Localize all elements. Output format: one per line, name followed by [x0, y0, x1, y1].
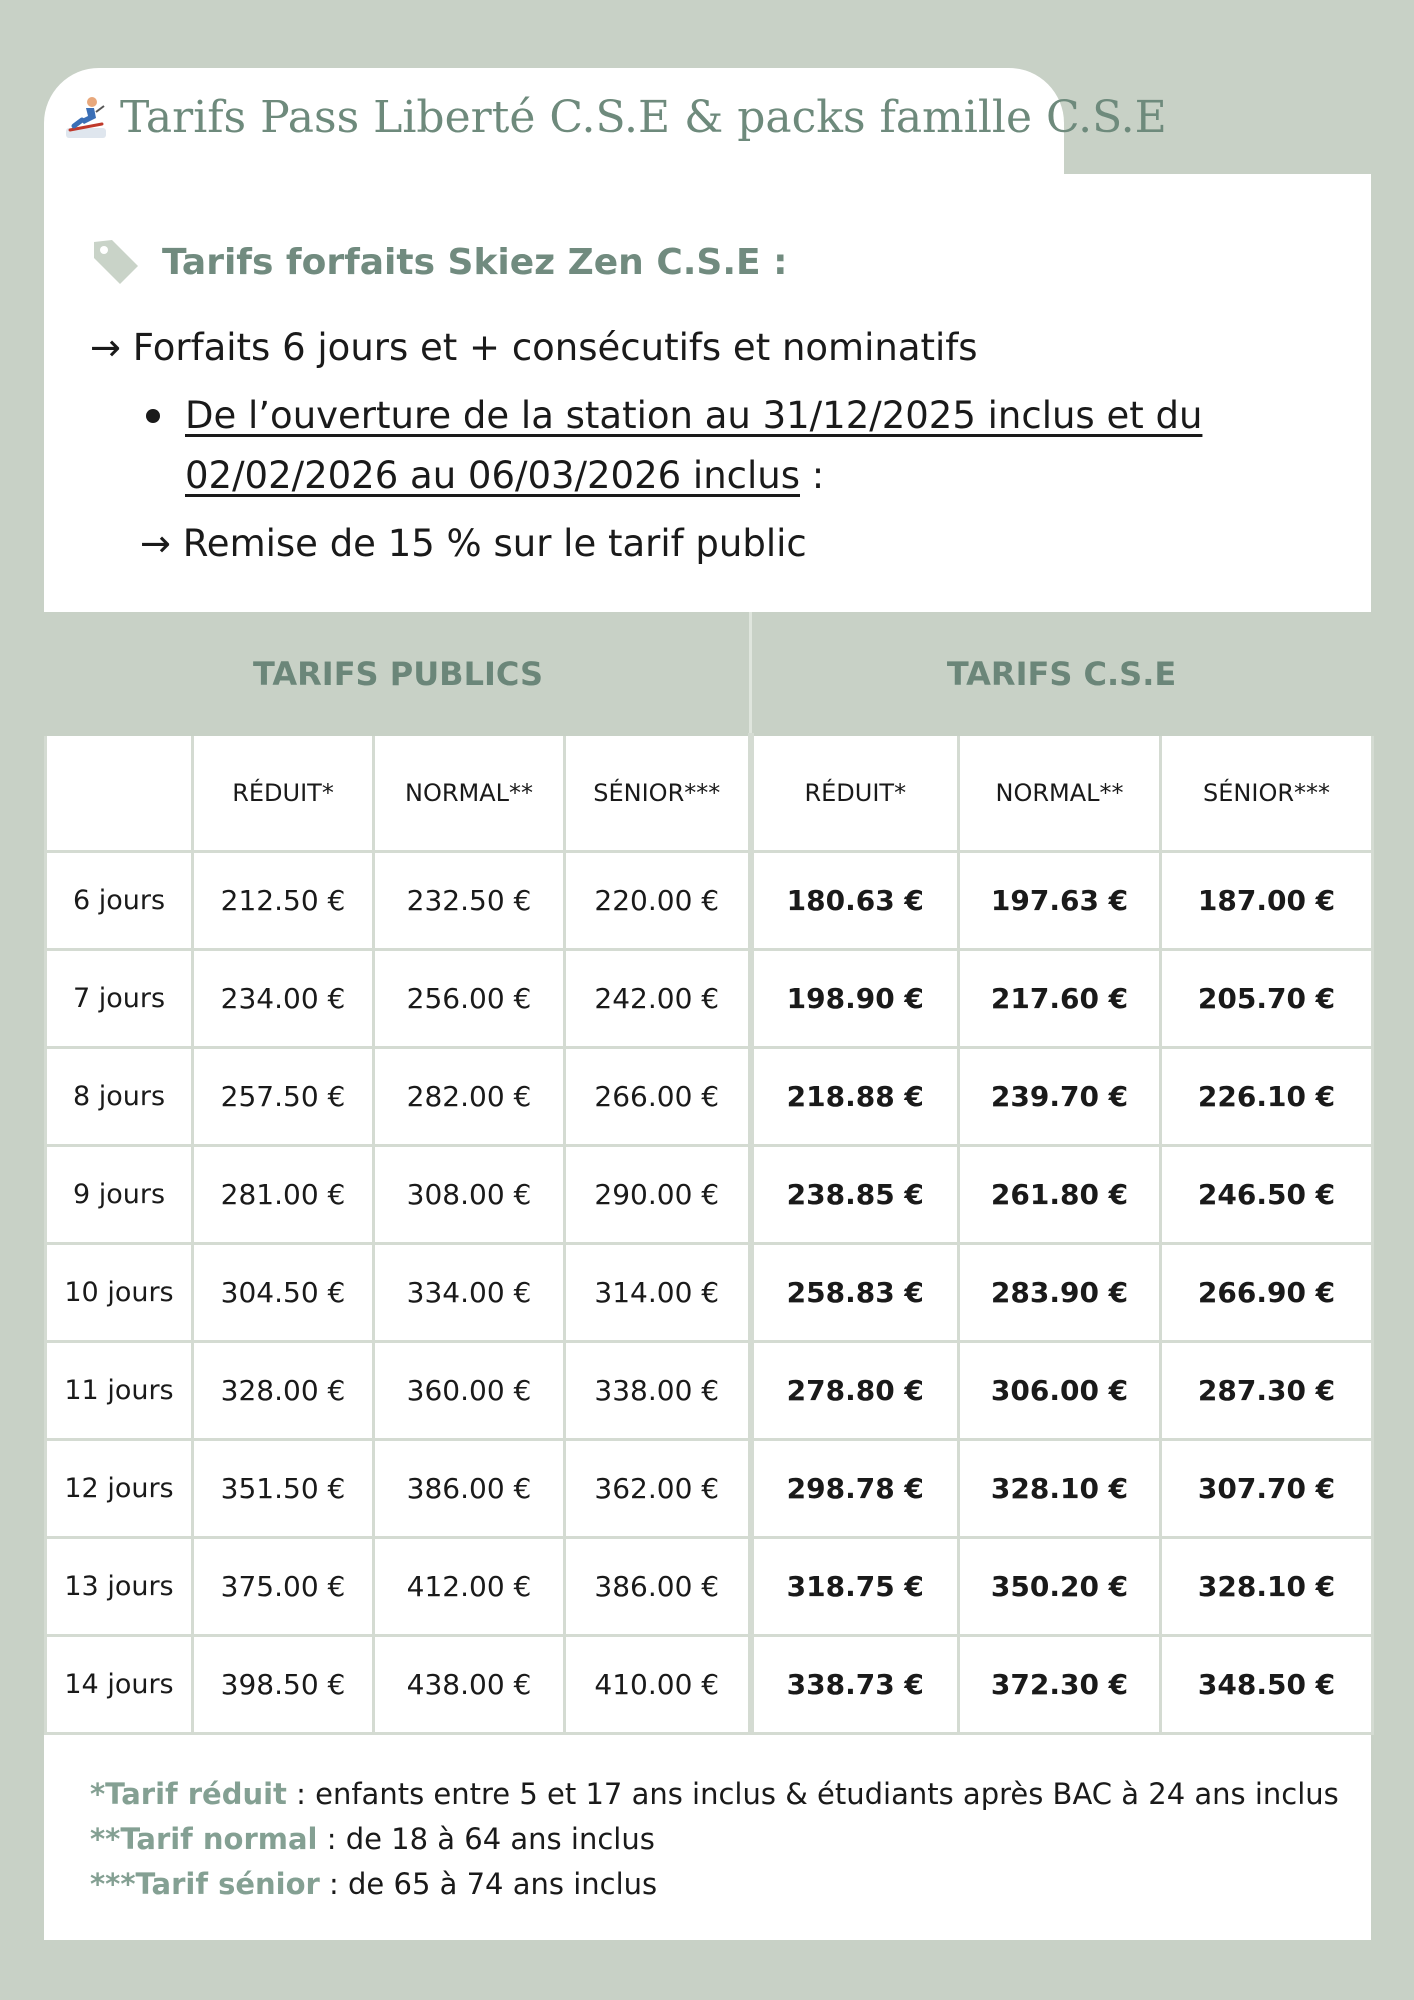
- table-row: [46, 1636, 1373, 1734]
- public-price-cell: 212.50 €: [193, 852, 374, 950]
- public-price-cell: 257.50 €: [193, 1048, 374, 1146]
- cse-price-cell: 278.80 €: [751, 1342, 959, 1440]
- footnote-key: *Tarif réduit: [90, 1777, 287, 1811]
- column-header: SÉNIOR***: [1161, 735, 1373, 852]
- intro-line-remise: → Remise de 15 % sur le tarif public: [140, 522, 807, 565]
- cse-price-cell: 246.50 €: [1161, 1146, 1373, 1244]
- footnote-reduit: [90, 1772, 1339, 1817]
- column-header: RÉDUIT*: [751, 735, 959, 852]
- table-row: [46, 1440, 1373, 1538]
- table-row: [46, 1538, 1373, 1636]
- cse-price-cell: 217.60 €: [959, 950, 1161, 1048]
- public-price-cell: 386.00 €: [565, 1538, 751, 1636]
- public-price-cell: 281.00 €: [193, 1146, 374, 1244]
- public-price-cell: 338.00 €: [565, 1342, 751, 1440]
- group-header-cse: TARIFS C.S.E: [751, 614, 1373, 735]
- row-label: 12 jours: [46, 1440, 193, 1538]
- row-label: 10 jours: [46, 1244, 193, 1342]
- public-price-cell: 328.00 €: [193, 1342, 374, 1440]
- bullet-dot: [146, 409, 160, 423]
- footnotes: [90, 1772, 1339, 1907]
- column-header: NORMAL**: [374, 735, 565, 852]
- row-label: 13 jours: [46, 1538, 193, 1636]
- public-price-cell: 290.00 €: [565, 1146, 751, 1244]
- public-price-cell: 375.00 €: [193, 1538, 374, 1636]
- footnote-key: **Tarif normal: [90, 1822, 318, 1856]
- column-header-row: [46, 735, 1373, 852]
- column-header-empty: [46, 735, 193, 852]
- section-heading-text: Tarifs forfaits Skiez Zen C.S.E :: [162, 241, 788, 283]
- public-price-cell: 362.00 €: [565, 1440, 751, 1538]
- cse-price-cell: 372.30 €: [959, 1636, 1161, 1734]
- column-header: RÉDUIT*: [193, 735, 374, 852]
- footnote-senior: [90, 1862, 1339, 1907]
- footnote-text: : de 65 à 74 ans inclus: [319, 1867, 658, 1901]
- cse-price-cell: 239.70 €: [959, 1048, 1161, 1146]
- page-title-text: Tarifs Pass Liberté C.S.E & packs famille C.S.E: [120, 92, 1167, 143]
- cse-price-cell: 238.85 €: [751, 1146, 959, 1244]
- cse-price-cell: 197.63 €: [959, 852, 1161, 950]
- cse-price-cell: 218.88 €: [751, 1048, 959, 1146]
- public-price-cell: 360.00 €: [374, 1342, 565, 1440]
- cse-price-cell: 187.00 €: [1161, 852, 1373, 950]
- row-label: 9 jours: [46, 1146, 193, 1244]
- public-price-cell: 304.50 €: [193, 1244, 374, 1342]
- cse-price-cell: 198.90 €: [751, 950, 959, 1048]
- cse-price-cell: 287.30 €: [1161, 1342, 1373, 1440]
- public-price-cell: 410.00 €: [565, 1636, 751, 1734]
- public-price-cell: 234.00 €: [193, 950, 374, 1048]
- public-price-cell: 266.00 €: [565, 1048, 751, 1146]
- row-label: 11 jours: [46, 1342, 193, 1440]
- public-price-cell: 412.00 €: [374, 1538, 565, 1636]
- table-row: [46, 1244, 1373, 1342]
- cse-price-cell: 348.50 €: [1161, 1636, 1373, 1734]
- footnote-text: : enfants entre 5 et 17 ans inclus & étudiants après BAC à 24 ans inclus: [286, 1777, 1339, 1811]
- skier-icon: [62, 94, 110, 142]
- public-price-cell: 282.00 €: [374, 1048, 565, 1146]
- column-header: NORMAL**: [959, 735, 1161, 852]
- intro-line-dates-2: [185, 454, 824, 497]
- intro-line-dates-2-underlined: 02/02/2026 au 06/03/2026 inclus: [185, 454, 800, 497]
- table-row: [46, 852, 1373, 950]
- public-price-cell: 386.00 €: [374, 1440, 565, 1538]
- public-price-cell: 351.50 €: [193, 1440, 374, 1538]
- group-header-row: [46, 614, 1373, 735]
- cse-price-cell: 205.70 €: [1161, 950, 1373, 1048]
- cse-price-cell: 306.00 €: [959, 1342, 1161, 1440]
- public-price-cell: 256.00 €: [374, 950, 565, 1048]
- row-label: 8 jours: [46, 1048, 193, 1146]
- footnote-normal: [90, 1817, 1339, 1862]
- group-header-public: TARIFS PUBLICS: [46, 614, 751, 735]
- column-header: SÉNIOR***: [565, 735, 751, 852]
- row-label: 6 jours: [46, 852, 193, 950]
- cse-price-cell: 298.78 €: [751, 1440, 959, 1538]
- cse-price-cell: 283.90 €: [959, 1244, 1161, 1342]
- cse-price-cell: 350.20 €: [959, 1538, 1161, 1636]
- cse-price-cell: 261.80 €: [959, 1146, 1161, 1244]
- public-price-cell: 242.00 €: [565, 950, 751, 1048]
- table-row: [46, 1342, 1373, 1440]
- page-title: [62, 92, 1167, 143]
- cse-price-cell: 338.73 €: [751, 1636, 959, 1734]
- cse-price-cell: 258.83 €: [751, 1244, 959, 1342]
- table-row: [46, 1048, 1373, 1146]
- cse-price-cell: 180.63 €: [751, 852, 959, 950]
- cse-price-cell: 266.90 €: [1161, 1244, 1373, 1342]
- public-price-cell: 220.00 €: [565, 852, 751, 950]
- cse-price-cell: 318.75 €: [751, 1538, 959, 1636]
- public-price-cell: 308.00 €: [374, 1146, 565, 1244]
- intro-line-dates-1: De l’ouverture de la station au 31/12/2025 inclus et du: [185, 394, 1203, 437]
- cse-price-cell: 328.10 €: [1161, 1538, 1373, 1636]
- cse-price-cell: 328.10 €: [959, 1440, 1161, 1538]
- cse-price-cell: 307.70 €: [1161, 1440, 1373, 1538]
- price-table: [44, 612, 1374, 1735]
- row-label: 7 jours: [46, 950, 193, 1048]
- row-label: 14 jours: [46, 1636, 193, 1734]
- intro-line-dates-2-rest: :: [800, 454, 825, 497]
- price-tag-icon: [90, 236, 142, 288]
- footnote-key: ***Tarif sénior: [90, 1867, 320, 1901]
- public-price-cell: 334.00 €: [374, 1244, 565, 1342]
- public-price-cell: 232.50 €: [374, 852, 565, 950]
- public-price-cell: 314.00 €: [565, 1244, 751, 1342]
- intro-line-forfaits: → Forfaits 6 jours et + consécutifs et nominatifs: [90, 326, 978, 369]
- public-price-cell: 398.50 €: [193, 1636, 374, 1734]
- table-row: [46, 950, 1373, 1048]
- cse-price-cell: 226.10 €: [1161, 1048, 1373, 1146]
- public-price-cell: 438.00 €: [374, 1636, 565, 1734]
- section-heading: [90, 236, 788, 288]
- table-row: [46, 1146, 1373, 1244]
- footnote-text: : de 18 à 64 ans inclus: [317, 1822, 655, 1856]
